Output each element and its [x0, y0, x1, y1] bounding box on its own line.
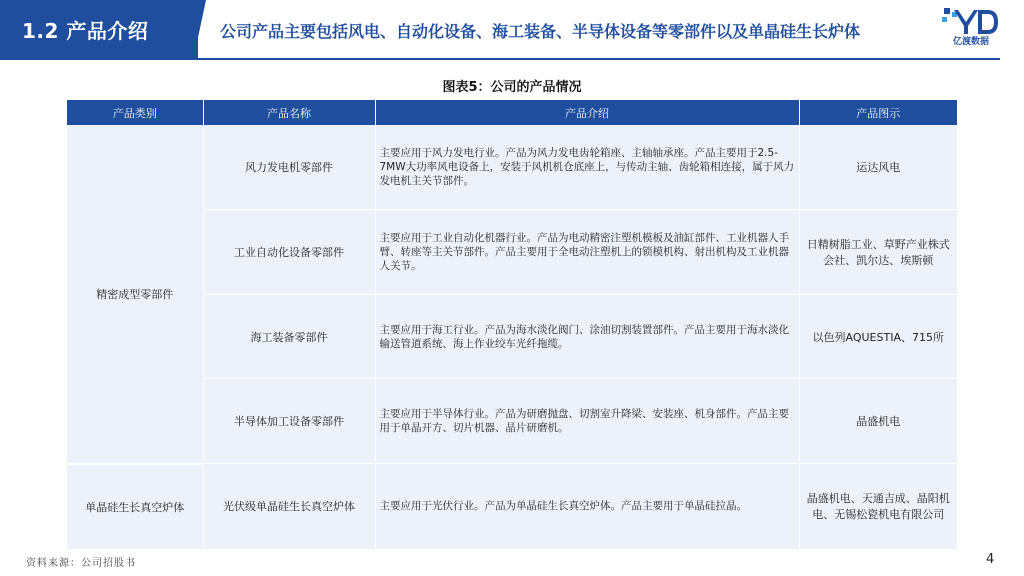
category-cell: 精密成型零部件 — [67, 125, 203, 464]
column-header-name: 产品名称 — [203, 100, 375, 125]
product-name-cell: 光伏级单晶硅生长真空炉体 — [203, 464, 375, 550]
product-customer-cell: 晶盛机电 — [799, 379, 957, 464]
product-intro-cell: 主要应用于光伏行业。产品为单晶硅生长真空炉体。产品主要用于单晶硅拉晶。 — [375, 464, 799, 550]
product-name-cell: 海工装备零部件 — [203, 295, 375, 379]
column-header-intro: 产品介绍 — [375, 100, 799, 125]
header-divider — [0, 58, 1000, 60]
section-number: 1.2 产品介绍 — [22, 19, 149, 43]
product-name-cell: 半导体加工设备零部件 — [203, 379, 375, 464]
product-table — [67, 100, 957, 550]
logo-icon — [940, 6, 1002, 36]
product-customer-cell: 以色列AQUESTIA、715所 — [799, 295, 957, 379]
company-logo — [940, 6, 1016, 52]
page-title: 公司产品主要包括风电、自动化设备、海工装备、半导体设备等零部件以及单晶硅生长炉体 — [220, 22, 861, 41]
table-row — [67, 464, 957, 550]
table-caption: 图表5：公司的产品情况 — [442, 80, 582, 95]
source-note: 资料来源：公司招股书 — [26, 558, 136, 569]
product-intro-cell: 主要应用于海工行业。产品为海水淡化阀门、涂油切割装置部件。产品主要用于海水淡化输送管道系统、海上作业绞车光纤拖缆。 — [375, 295, 799, 379]
product-intro-cell: 主要应用于半导体行业。产品为研磨抛盘、切割室升降梁、安装座、机身部件。产品主要用于单晶开方、切片机器、晶片研磨机。 — [375, 379, 799, 464]
category-cell: 单晶硅生长真空炉体 — [67, 464, 203, 550]
product-name-cell: 风力发电机零部件 — [203, 125, 375, 210]
product-customer-cell: 晶盛机电、天通吉成、晶阳机电、无锡松瓷机电有限公司 — [799, 464, 957, 550]
table-row — [67, 125, 957, 210]
product-intro-cell: 主要应用于工业自动化机器行业。产品为电动精密注塑机模板及油缸部件、工业机器人手臂、转座等主关节部件。产品主要用于全电动注塑机上的锁模机构、射出机构及工业机器人关节。 — [375, 210, 799, 295]
page-number: 4 — [986, 552, 995, 567]
logo-text: 亿渡数据 — [952, 37, 989, 47]
product-customer-cell: 运达风电 — [799, 125, 957, 210]
product-intro-cell: 主要应用于风力发电行业。产品为风力发电齿轮箱座、主轴轴承座。产品主要用于2.5-7MW大功率风电设备上，安装于风机机仓底座上，与传动主轴、齿轮箱相连接，属于风力发电机主关节部件。 — [375, 125, 799, 210]
product-name-cell: 工业自动化设备零部件 — [203, 210, 375, 295]
column-header-image: 产品图示 — [799, 100, 957, 125]
table-header-row — [67, 100, 957, 125]
column-header-category: 产品类别 — [67, 100, 203, 125]
product-customer-cell: 日精树脂工业、草野产业株式会社、凯尔达、埃斯顿 — [799, 210, 957, 295]
page-header — [0, 0, 1024, 58]
